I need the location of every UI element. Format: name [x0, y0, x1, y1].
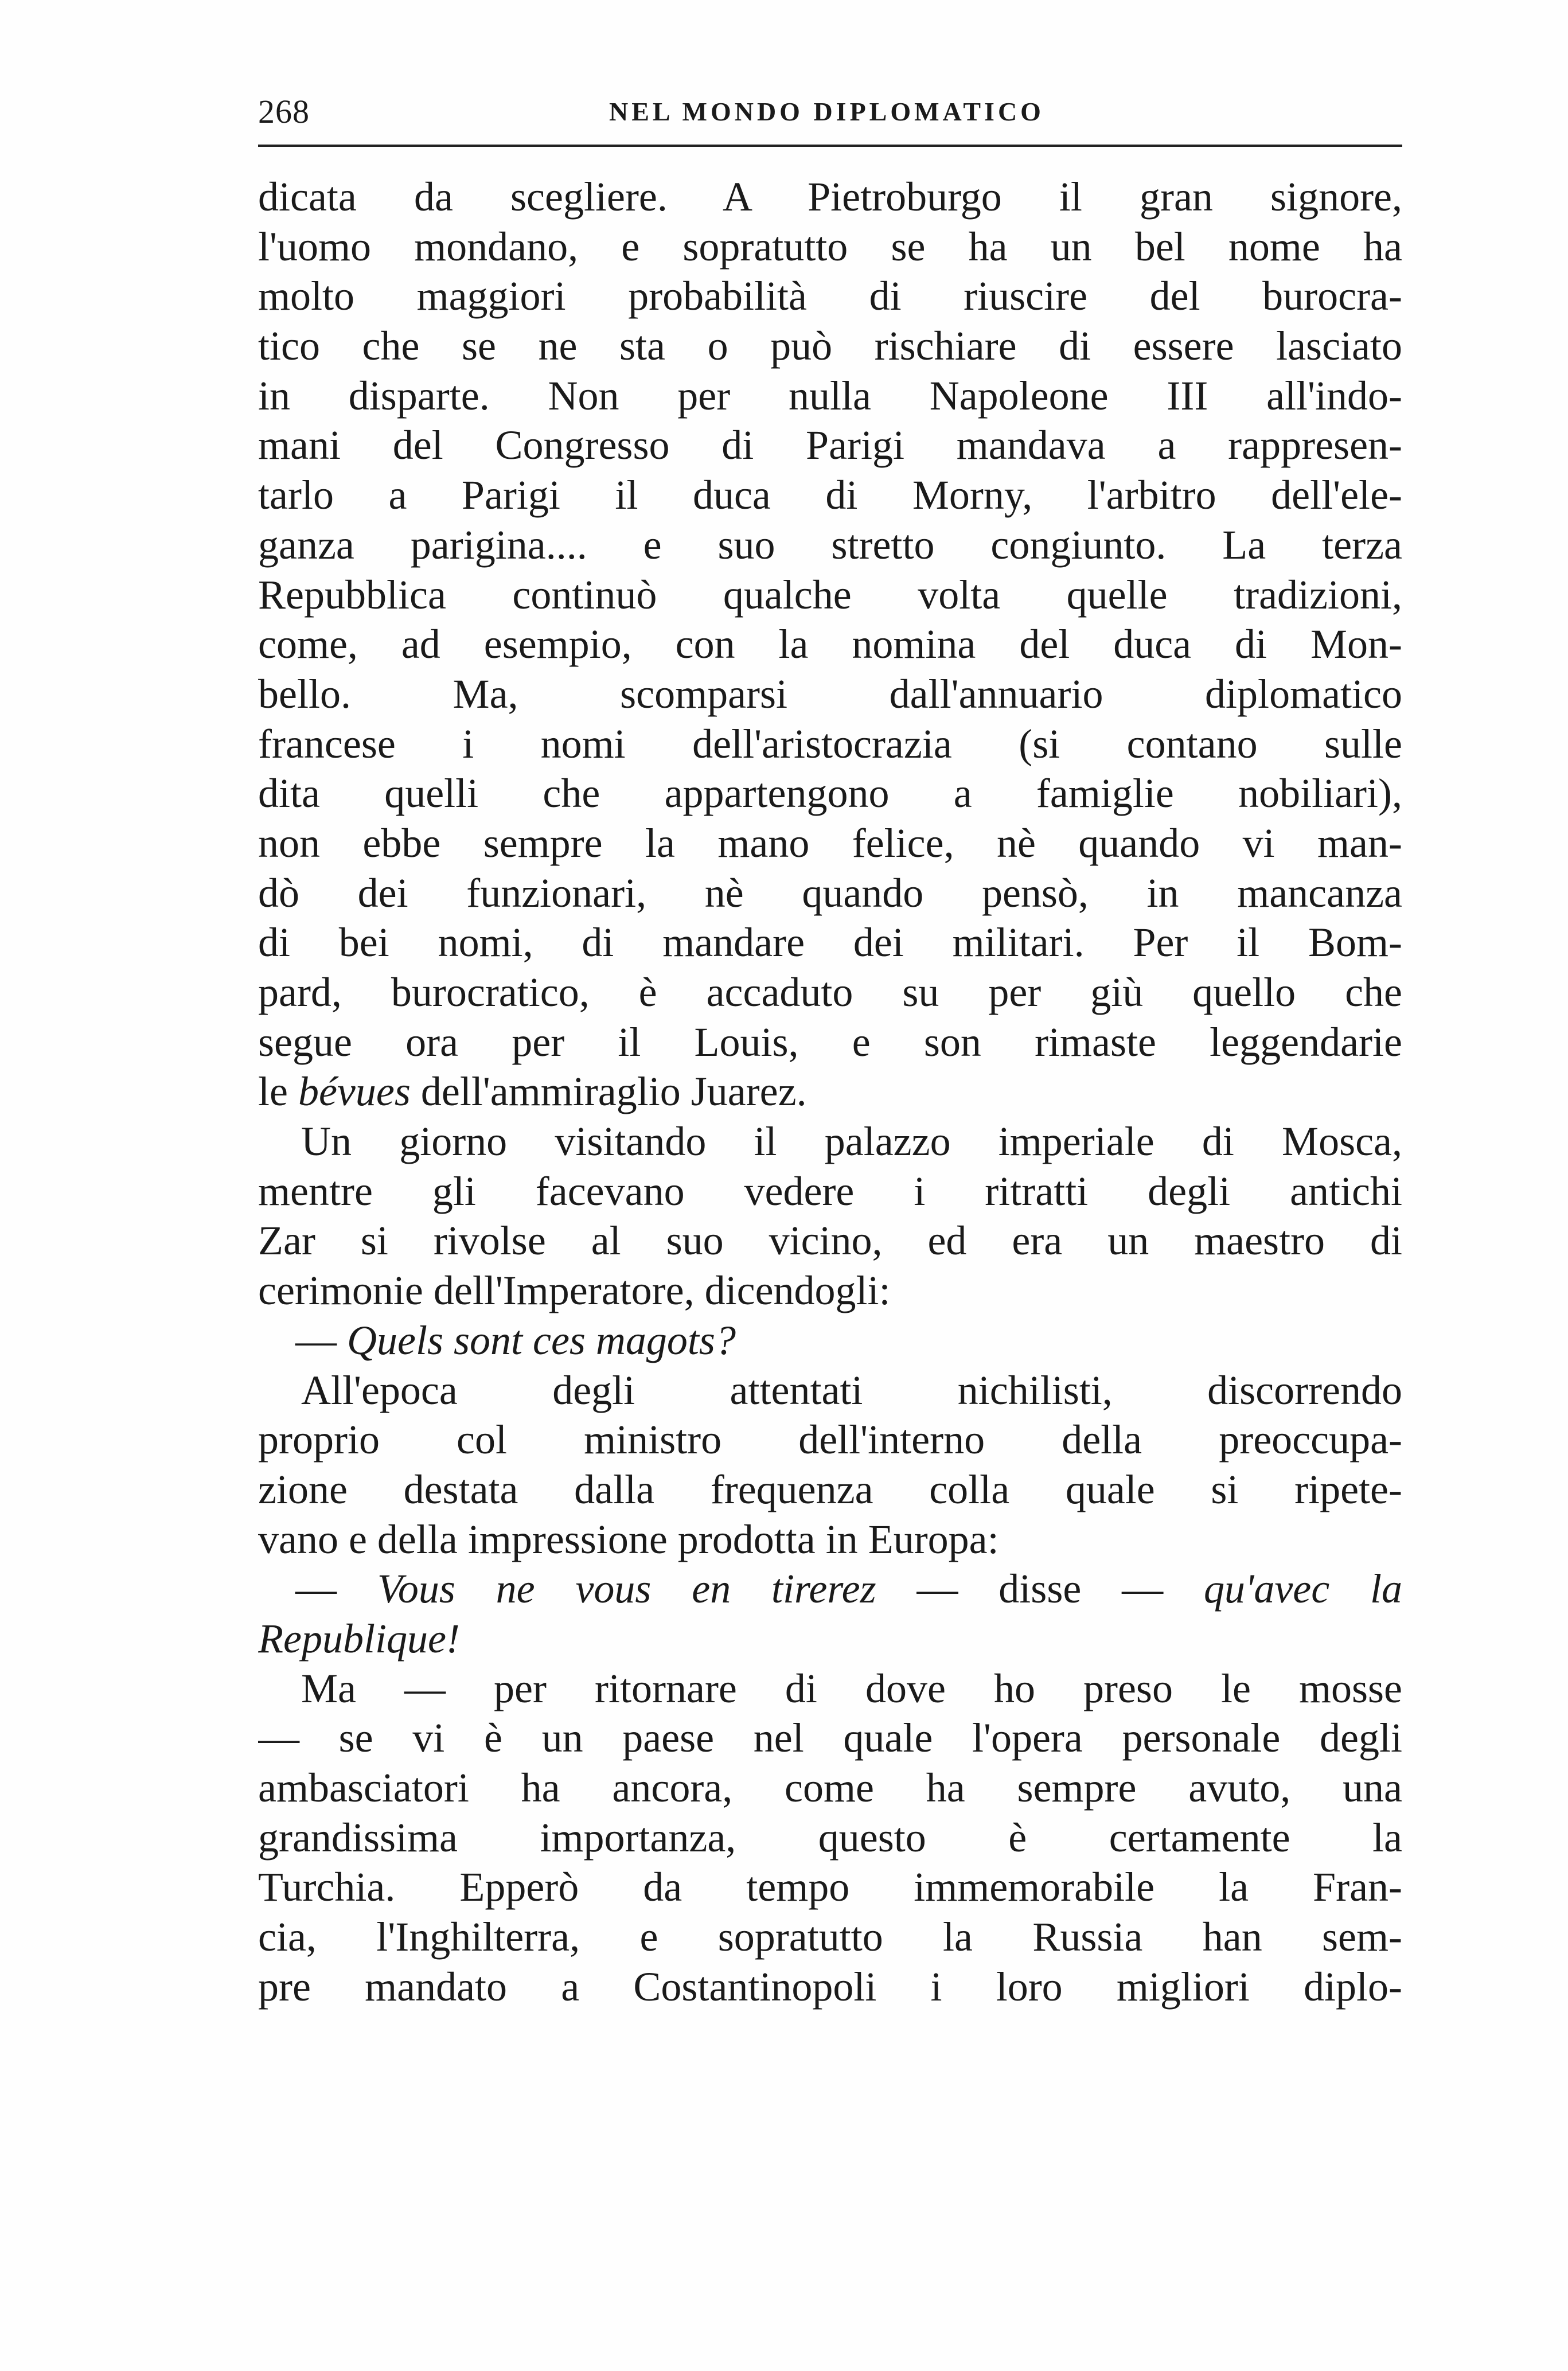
text-line: grandissima importanza, questo è certamente la — [258, 1814, 1402, 1861]
text-line: tico che se ne sta o può rischiare di essere lasciato — [258, 323, 1402, 369]
text-line: francese i nomi dell'aristocrazia (si contano sulle — [258, 720, 1402, 767]
text-line: pard, burocratico, è accaduto su per giù quello che — [258, 969, 1402, 1015]
text-line: non ebbe sempre la mano felice, nè quando vi man- — [258, 820, 1402, 866]
text-line: Repubblica continuò qualche volta quelle tradizioni, — [258, 571, 1402, 618]
text-line: tarlo a Parigi il duca di Morny, l'arbitro dell'ele- — [258, 472, 1402, 518]
italic-phrase: Quels sont ces magots? — [347, 1317, 736, 1363]
line-text: — — [295, 1566, 377, 1612]
text-line — [258, 1316, 1402, 1366]
text-line: Un giorno visitando il palazzo imperiale di Mosca, — [301, 1118, 1402, 1165]
text-line: dicata da scegliere. A Pietroburgo il gran signore, — [258, 174, 1402, 220]
line-text: — — [295, 1317, 347, 1363]
italic-phrase: Vous ne vous en tirerez — [377, 1566, 876, 1612]
text-line: proprio col ministro dell'interno della preoccupa- — [258, 1417, 1402, 1463]
text-line: Zar si rivolse al suo vicino, ed era un maestro di — [258, 1218, 1402, 1264]
page-header — [258, 86, 1402, 138]
text-line: zione destata dalla frequenza colla quale si ripete- — [258, 1466, 1402, 1512]
text-line: ganza parigina.... e suo stretto congiunto. La terza — [258, 521, 1402, 568]
text-line: cerimonie dell'Imperatore, dicendogli: — [258, 1268, 891, 1314]
text-line: pre mandato a Costantinopoli i loro migliori diplo- — [258, 1963, 1402, 2010]
text-line: All'epoca degli attentati nichilisti, discorrendo — [301, 1367, 1402, 1413]
text-line: molto maggiori probabilità di riuscire del burocra- — [258, 273, 1402, 319]
text-line: mani del Congresso di Parigi mandava a rappresen- — [258, 422, 1402, 469]
text-line — [258, 1614, 1402, 1664]
line-text: dell'ammiraglio Juarez. — [410, 1068, 807, 1115]
text-line: Ma — per ritornare di dove ho preso le mosse — [301, 1665, 1402, 1711]
text-line: mentre gli facevano vedere i ritratti degli antichi — [258, 1168, 1402, 1214]
header-rule — [258, 145, 1402, 147]
line-text: le — [258, 1068, 298, 1115]
text-line: cia, l'Inghilterra, e sopratutto la Russia han sem- — [258, 1914, 1402, 1960]
line-text: — disse — — [876, 1566, 1204, 1612]
body-text — [258, 172, 1402, 2011]
text-line: ambasciatori ha ancora, come ha sempre avuto, una — [258, 1765, 1402, 1811]
text-line: dita quelli che appartengono a famiglie nobiliari), — [258, 770, 1402, 817]
text-line: di bei nomi, di mandare dei militari. Per il Bom- — [258, 919, 1402, 966]
text-line: dò dei funzionari, nè quando pensò, in mancanza — [258, 869, 1402, 916]
page-number: 268 — [258, 93, 310, 130]
text-line: — se vi è un paese nel quale l'opera personale degli — [258, 1715, 1402, 1761]
running-title: NEL MONDO DIPLOMATICO — [609, 97, 1044, 126]
text-line — [258, 1564, 1402, 1614]
italic-phrase: Republique! — [258, 1615, 460, 1662]
italic-phrase: qu'avec la — [1203, 1566, 1402, 1612]
text-line: in disparte. Non per nulla Napoleone III all'indo- — [258, 372, 1402, 419]
italic-phrase: bévues — [298, 1068, 411, 1115]
text-line: bello. Ma, scomparsi dall'annuario diplomatico — [258, 670, 1402, 717]
text-line: segue ora per il Louis, e son rimaste leggendarie — [258, 1019, 1402, 1065]
text-line: come, ad esempio, con la nomina del duca di Mon- — [258, 621, 1402, 668]
text-line — [258, 1067, 1402, 1117]
text-line: vano e della impressione prodotta in Europa: — [258, 1516, 999, 1562]
text-line: Turchia. Epperò da tempo immemorabile la Fran- — [258, 1864, 1402, 1910]
text-line: l'uomo mondano, e sopratutto se ha un bel nome ha — [258, 223, 1402, 270]
